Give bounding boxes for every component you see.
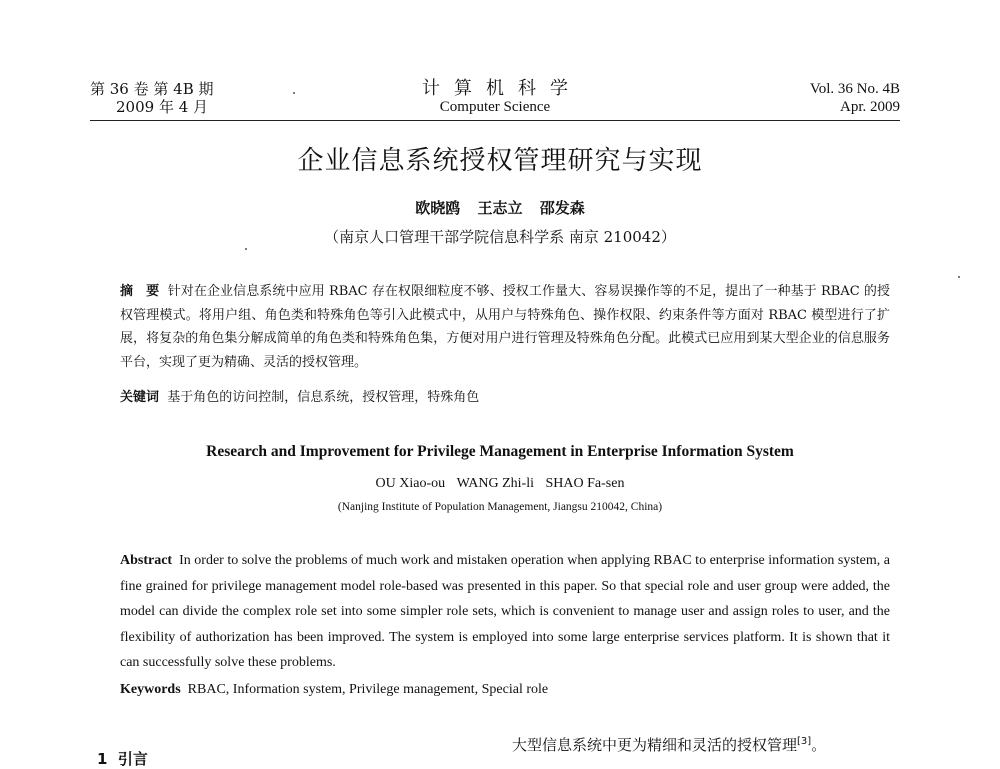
keywords-cn-text: 基于角色的访问控制，信息系统，授权管理，特殊角色	[167, 390, 480, 405]
author-name-en: SHAO Fa-sen	[545, 476, 625, 491]
volume-issue: 第 36 卷 第 4B 期	[90, 80, 214, 98]
author-name: 邵发森	[539, 199, 585, 217]
keywords-en	[120, 680, 890, 700]
author-list-en	[0, 476, 1000, 492]
paper-title-en: Research and Improvement for Privilege Management in Enterprise Information System	[206, 443, 794, 460]
abstract-en	[120, 548, 890, 676]
section-heading	[97, 748, 148, 769]
abstract-cn	[120, 280, 890, 374]
journal-name-cn: 计算机科学	[422, 78, 582, 99]
section-title: 引言	[117, 750, 148, 768]
scan-speck	[958, 276, 960, 278]
issue-date-en: Apr. 2009	[840, 99, 900, 115]
keywords-cn	[120, 388, 890, 408]
journal-header	[90, 80, 900, 121]
author-name-en: OU Xiao-ou	[375, 476, 446, 491]
abstract-cn-text: 针对在企业信息系统中应用 RBAC 存在权限细粒度不够、授权工作量大、容易误操作等的不足，提出了一种基于 RBAC 的授权管理模式。将用户组、角色类和特殊角色等引入此模式中，从用户与特殊角色、操作权限、约束条件等方面对 RBAC 模型进行了扩展，将复杂的角色集分解成简单的角色类和特殊角色集，方便对用户进行管理及特殊角色分配。此模式已应用到某大型企业的信息服务平台，实现了更为精确、灵活的授权管理。	[120, 284, 890, 370]
author-name-en: WANG Zhi-li	[456, 476, 535, 491]
keywords-en-label: Keywords	[120, 682, 181, 697]
abstract-cn-label: 摘 要	[120, 284, 160, 299]
volume-issue-en: Vol. 36 No. 4B	[809, 81, 900, 97]
paper-title: 企业信息系统授权管理研究与实现	[297, 146, 703, 176]
abstract-en-text: In order to solve the problems of much work and mistaken operation when applying RBAC to enterprise information system, a fine grained for privilege management model role-based was presented in this paper. So that special role and user group were added, the model can divide the complex role set into some simpler role sets, which is convenient to manage user and assign roles to user, and the flexibility of authorization has been improved. The system is employed into some large enterprise services platform. It is shown that it can successfully solve these problems.	[120, 553, 890, 670]
section-number: 1	[97, 750, 108, 768]
author-name: 欧晓鸥	[415, 199, 461, 217]
affiliation: （南京人口管理干部学院信息科学系 南京 210042）	[324, 228, 676, 246]
affiliation-en: (Nanjing Institute of Population Management, Jiangsu 210042, China)	[337, 501, 663, 513]
body-text-right-column	[512, 734, 826, 755]
body-text-end: 。	[811, 736, 827, 754]
issue-info-en	[810, 80, 900, 116]
keywords-en-text: RBAC, Information system, Privilege management, Special role	[187, 682, 549, 697]
body-text: 大型信息系统中更为精细和灵活的授权管理	[512, 736, 798, 754]
author-name: 王志立	[477, 199, 523, 217]
abstract-en-label: Abstract	[120, 553, 173, 568]
author-list	[0, 197, 1000, 218]
citation-ref: [3]	[797, 736, 812, 747]
keywords-cn-label: 关键词	[120, 390, 160, 405]
issue-date: 2009 年 4 月	[116, 98, 209, 116]
journal-name-en: Computer Science	[439, 99, 551, 115]
journal-name	[90, 80, 900, 116]
scan-speck	[293, 92, 295, 94]
scan-speck	[245, 248, 247, 250]
